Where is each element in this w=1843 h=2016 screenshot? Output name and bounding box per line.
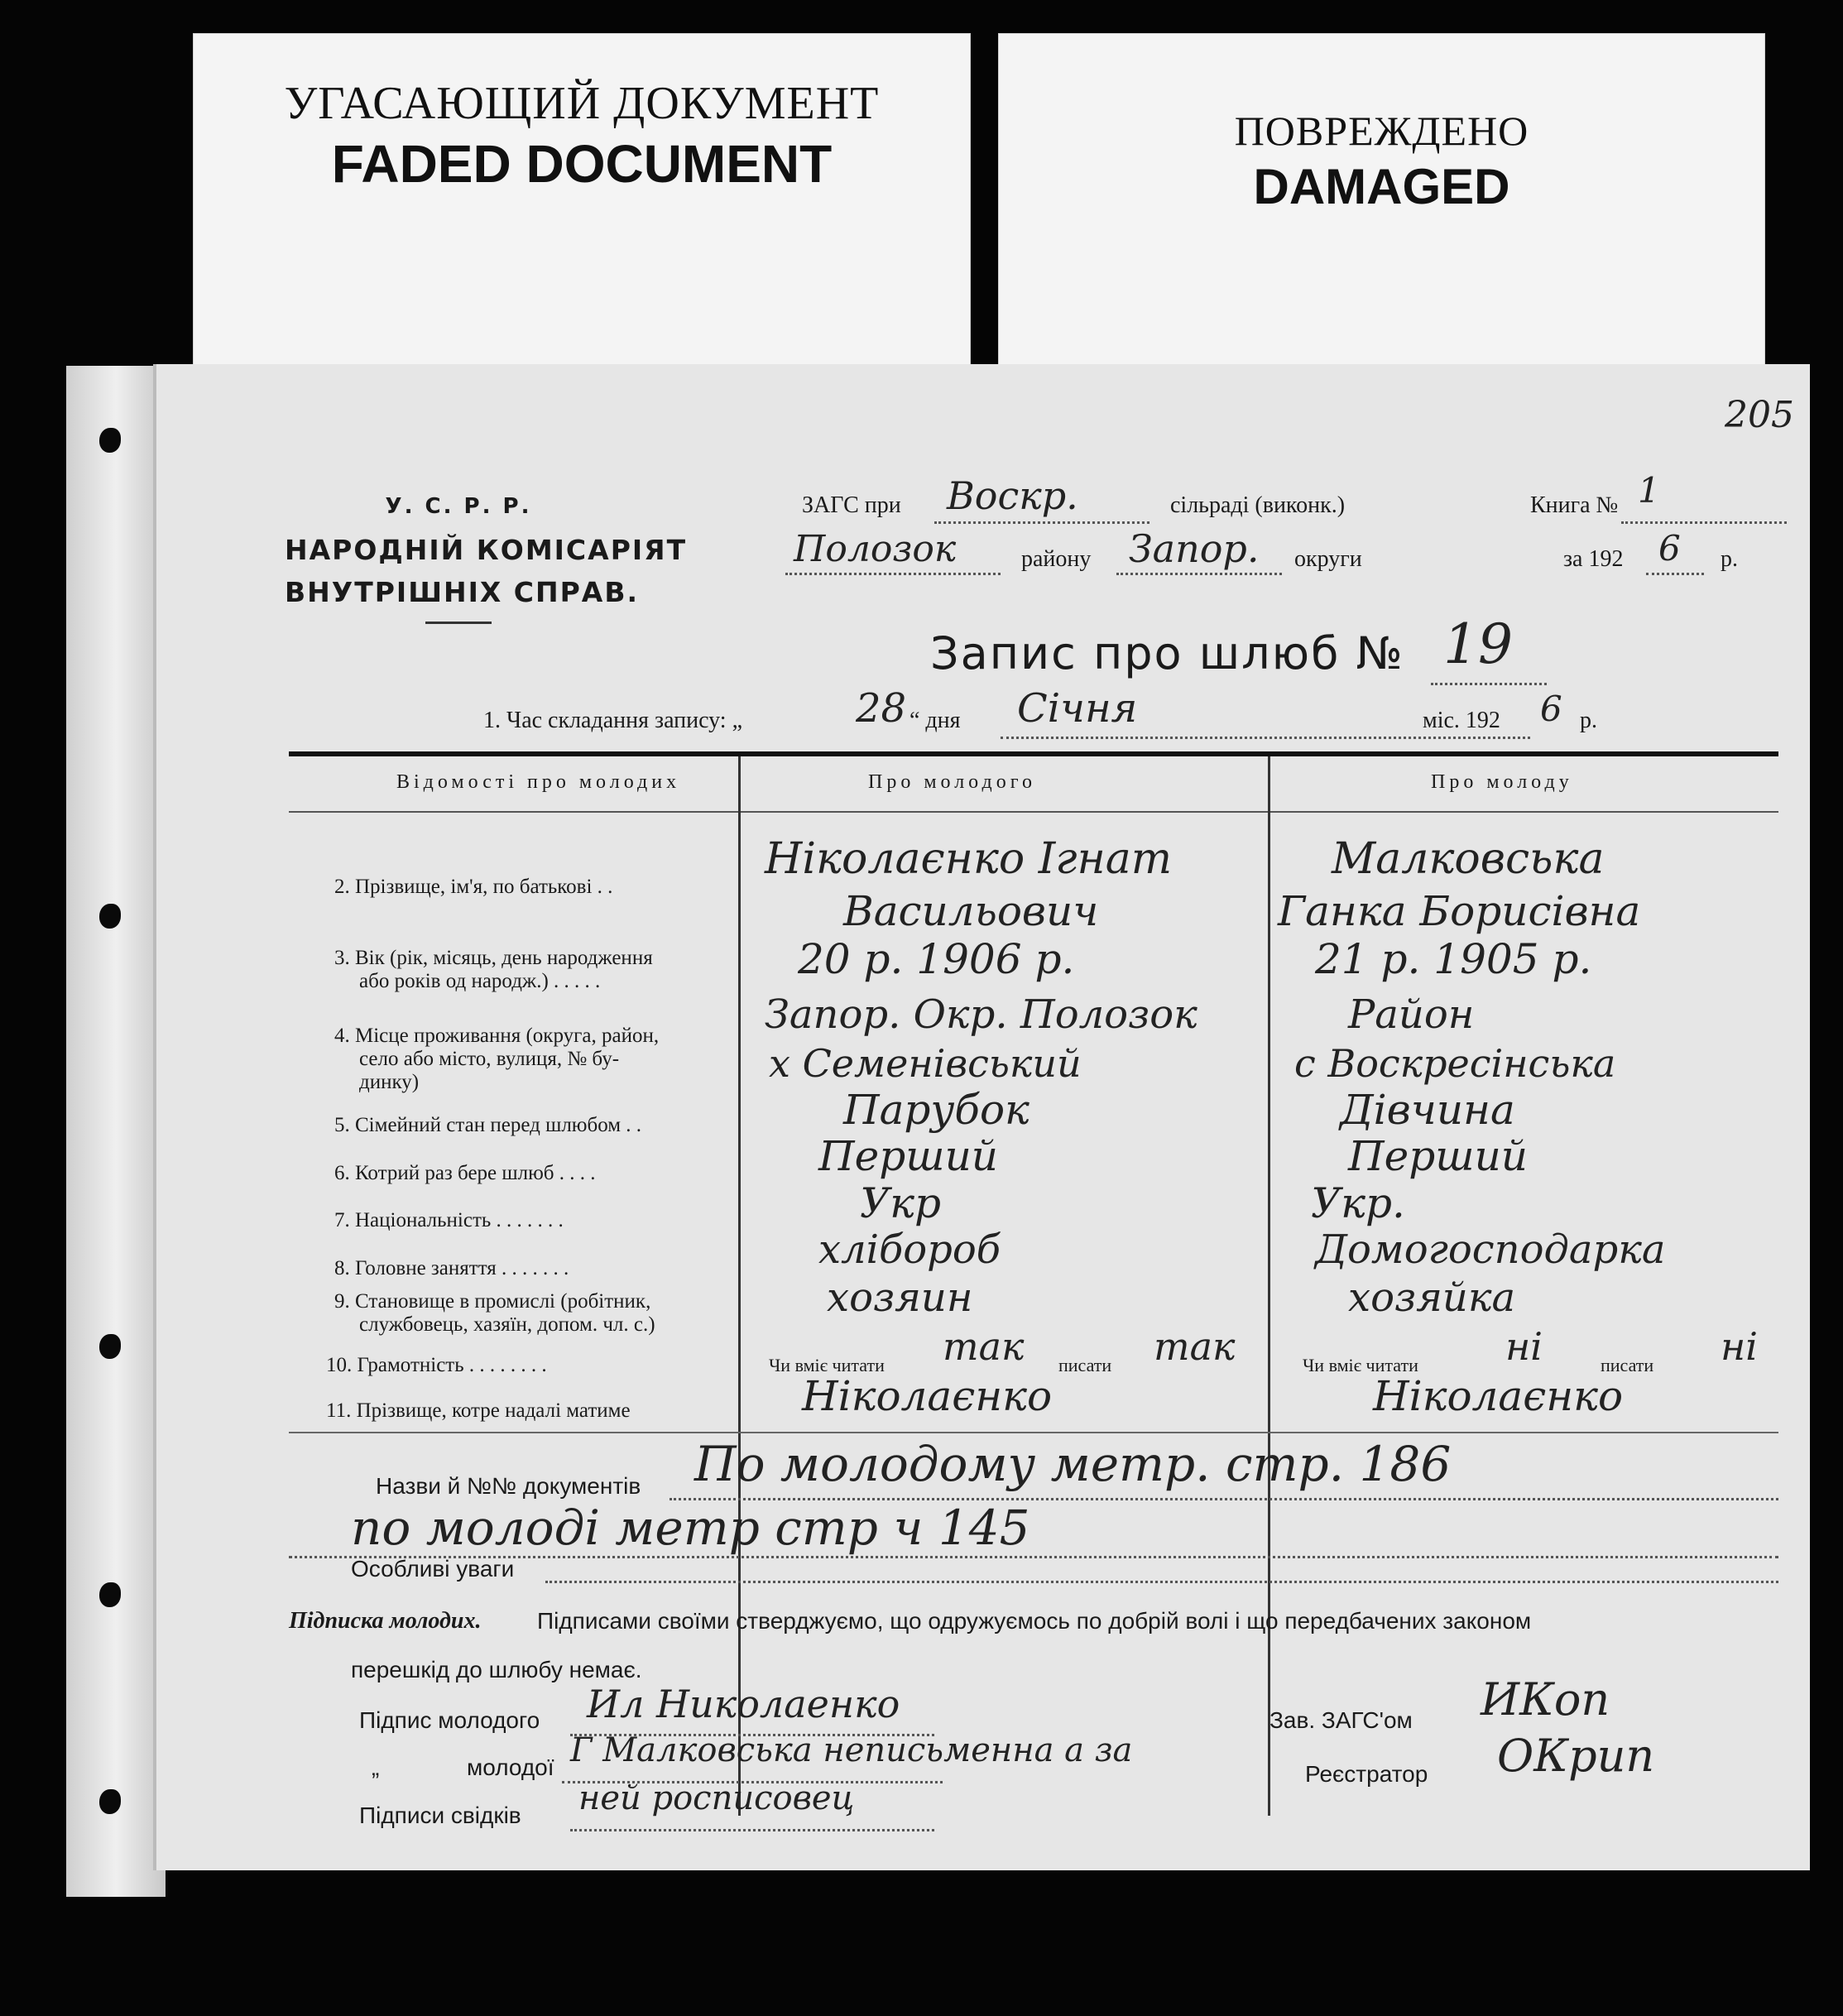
zags-label: ЗАГС при [802,492,901,518]
declaration-lead: Підписка молодих. [289,1608,482,1634]
country-label: У. С. Р. Р. [385,494,532,519]
record-number: 19 [1443,612,1513,676]
fill-line [1001,737,1530,739]
row-label-residence-cont: село або місто, вулиця, № бу- [359,1048,620,1070]
year-prefix: за 192 [1563,546,1624,572]
punch-hole [99,1334,121,1359]
groom-signature: Ил Николаенко [587,1682,900,1726]
binding-strip [66,366,166,1897]
groom-marital-status: Парубок [843,1086,1029,1134]
marriage-record-form [153,364,1810,1870]
damaged-label-ru: ПОВРЕЖДЕНО [1234,108,1529,154]
groom-age: 20 р. 1906 р. [798,935,1075,983]
record-year-value: 6 [1540,689,1562,729]
bride-can-write: ні [1721,1324,1759,1369]
row-label-age-cont: або років од народж.) . . . . . [359,970,601,992]
record-title: Запис про шлюб № [930,627,1404,679]
column-divider [1268,756,1270,1816]
record-year-label: міс. 192 [1423,708,1500,733]
faded-label-en: FADED DOCUMENT [331,134,833,194]
fill-line [1116,573,1282,575]
record-day: 28 [856,685,907,732]
groom-position: хозяин [827,1274,973,1321]
declaration-text-2: перешкід до шлюбу немає. [351,1657,642,1682]
bride-read-label: Чи вміє читати [1303,1355,1418,1375]
book-value: 1 [1638,470,1660,511]
bride-can-read: ні [1505,1324,1543,1369]
declaration-text-1: Підписами своїми стверджуємо, що одружуємось по добрій волі і що передбачених законом [537,1608,1532,1634]
row-label-position: 9. Становище в промислі (робітник, [334,1290,651,1313]
record-time-label: 1. Час складання запису: „ [483,708,742,733]
documents-label: Назви й №№ документів [376,1473,641,1499]
row-label-nationality: 7. Національність . . . . . . . [334,1209,564,1231]
groom-signature-label: Підпис молодого [359,1707,540,1733]
okrug-value: Запор. [1129,526,1260,571]
witnesses-label: Підписи свідків [359,1802,521,1828]
bride-signature: Г Малковська неписьменна а за [570,1731,1133,1769]
column-divider [738,756,741,1816]
bride-name: Малковська [1332,834,1605,884]
groom-occupation: хлібороб [818,1226,1001,1273]
notes-label: Особливі уваги [351,1556,515,1582]
row-label-name: 2. Прізвище, ім'я, по батькові . . [334,876,613,898]
groom-read-label: Чи вміє читати [769,1355,885,1375]
page-number: 205 [1725,394,1794,436]
groom-future-surname: Ніколаєнко [802,1372,1053,1420]
groom-nationality: Укр [860,1179,941,1227]
ministry-line2: ВНУТРІШНІХ СПРАВ. [285,576,640,608]
zags-value: Воскр. [947,473,1078,518]
row-label-marriage-count: 6. Котрий раз бере шлюб . . . . [334,1162,596,1184]
fill-line [570,1829,934,1831]
column-header-groom: Про молодого [868,771,1036,793]
bride-nationality: Укр. [1311,1179,1405,1227]
bride-first-name: Ганка Борисівна [1278,887,1641,935]
fill-line [1431,683,1547,685]
row-label-literacy: 10. Грамотність . . . . . . . . [326,1354,547,1376]
bride-signature-label: молодої [467,1754,554,1780]
row-label-future-surname: 11. Прізвище, котре надалі матиме [326,1399,631,1422]
ministry-header [285,494,688,624]
groom-marriage-count: Перший [818,1132,998,1180]
documents-line1: По молодому метр. стр. 186 [694,1436,1452,1492]
place-value: Полозок [794,528,957,570]
damaged-label-en: DAMAGED [1253,159,1510,214]
groom-can-read: так [943,1324,1025,1369]
fill-line [1646,573,1704,575]
bride-write-label: писати [1601,1355,1654,1375]
head-label: Зав. ЗАГС'ом [1269,1707,1413,1733]
punch-hole [99,428,121,453]
row-label-residence-cont2: динку) [359,1071,420,1093]
table-bottom-rule [289,1432,1778,1433]
faded-label-ru: УГАСАЮЩИЙ ДОКУМЕНТ [284,78,880,129]
groom-patronymic: Васильович [843,887,1099,935]
groom-village: х Семенівський [769,1041,1082,1086]
bride-position: хозяйка [1348,1274,1516,1321]
groom-name: Ніколаєнко Ігнат [765,834,1173,884]
fill-line [934,521,1149,524]
registrar-label: Реєстратор [1305,1761,1428,1787]
bride-marriage-count: Перший [1348,1132,1528,1180]
head-signature: ИКоп [1481,1673,1610,1726]
punch-hole [99,1582,121,1607]
year-suffix: р. [1721,546,1738,572]
record-year-suffix: р. [1580,708,1597,733]
table-header-rule [289,811,1778,813]
year-value: 6 [1658,528,1681,569]
okrug-label: округи [1294,546,1362,572]
raion-label: району [1021,546,1092,572]
row-label-marital-status: 5. Сімейний стан перед шлюбом . . [334,1114,642,1136]
ministry-line1: НАРОДНІЙ КОМІСАРІЯТ [285,534,688,566]
column-header-info: Відомості про молодих [396,771,681,793]
groom-write-label: писати [1058,1355,1112,1375]
groom-can-write: так [1154,1324,1236,1369]
registrar-signature: ОКрип [1497,1730,1655,1782]
bride-occupation: Домогосподарка [1315,1226,1666,1273]
punch-hole [99,904,121,929]
record-day-suffix: “ дня [910,708,961,733]
bride-signature-prefix: „ [372,1754,380,1780]
groom-residence: Запор. Окр. Полозок [765,991,1197,1038]
fill-line [785,573,1001,575]
documents-line2: по молоді метр стр ч 145 [351,1500,1030,1556]
notes-fill-line [545,1581,1778,1583]
table-top-rule [289,751,1778,756]
bride-future-surname: Ніколаєнко [1373,1372,1624,1420]
bride-marital-status: Дівчина [1340,1086,1515,1134]
column-header-bride: Про молоду [1431,771,1573,793]
divider [425,622,492,624]
row-label-occupation: 8. Головне заняття . . . . . . . [334,1257,569,1279]
faded-document-card [193,33,971,391]
bride-age: 21 р. 1905 р. [1315,935,1592,983]
bride-residence: Район [1348,991,1475,1038]
row-label-residence: 4. Місце проживання (округа, район, [334,1025,660,1047]
selradi-label: сільраді (виконк.) [1170,492,1346,518]
row-label-age: 3. Вік (рік, місяць, день народження [334,947,653,969]
bride-village: с Воскресінська [1294,1041,1616,1086]
witnesses-signature: ней росписовец [578,1779,855,1817]
punch-hole [99,1789,121,1814]
record-month: Січня [1017,685,1138,732]
book-label: Книга № [1530,492,1619,518]
fill-line [1621,521,1787,524]
damaged-document-card [998,33,1765,374]
row-label-position-cont: службовець, хазяїн, допом. чл. с.) [359,1313,655,1336]
